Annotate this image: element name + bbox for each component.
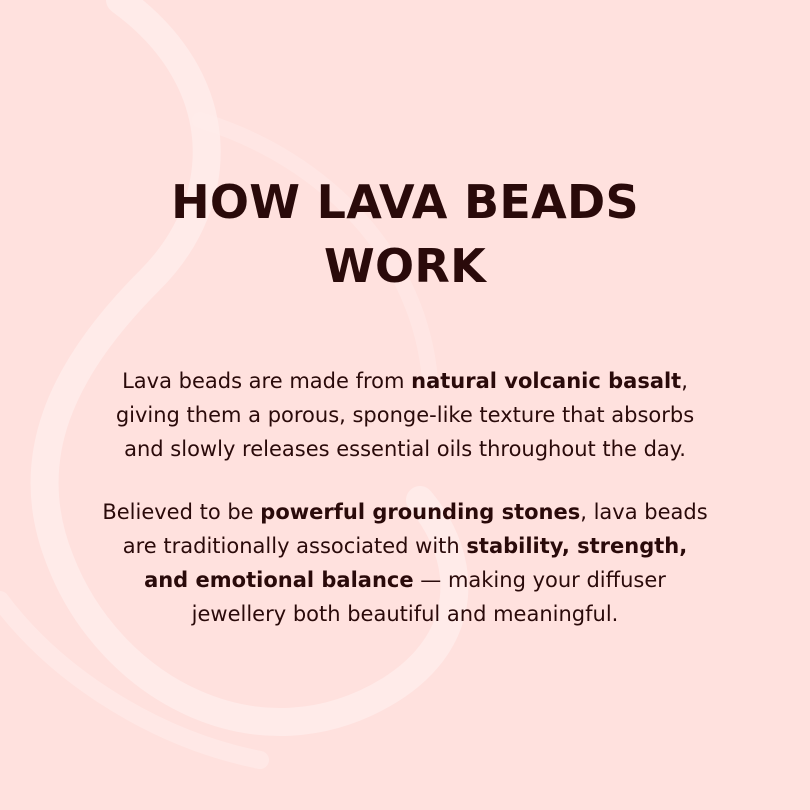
title-line-2: WORK xyxy=(323,239,487,293)
p2-line1-text: Believed to be xyxy=(102,500,261,524)
paragraph-volcanic-basalt xyxy=(40,364,770,466)
p2-line1-end: , lava beads xyxy=(580,500,708,524)
paragraph-grounding-stones xyxy=(40,495,770,631)
p2-line4: jewellery both beautiful and meaningful. xyxy=(191,602,619,626)
p1-line1-bold: natural volcanic basalt xyxy=(411,369,682,393)
p1-line1-text: Lava beads are made from xyxy=(122,369,412,393)
p2-line2-text: are traditionally associated with xyxy=(122,534,467,558)
p2-line2-bold: stability, strength, xyxy=(466,534,688,558)
p2-line1-bold: powerful grounding stones xyxy=(260,500,581,524)
p1-line1-end: , xyxy=(681,369,688,393)
p1-line3: and slowly releases essential oils throughout the day. xyxy=(124,437,686,461)
p2-line3-end: — making your diffuser xyxy=(413,568,666,592)
page-title xyxy=(80,170,730,298)
title-line-1: HOW LAVA BEADS xyxy=(171,175,639,229)
p2-line3-bold: and emotional balance xyxy=(144,568,414,592)
p1-line2: giving them a porous, sponge-like texture that absorbs xyxy=(115,403,695,427)
